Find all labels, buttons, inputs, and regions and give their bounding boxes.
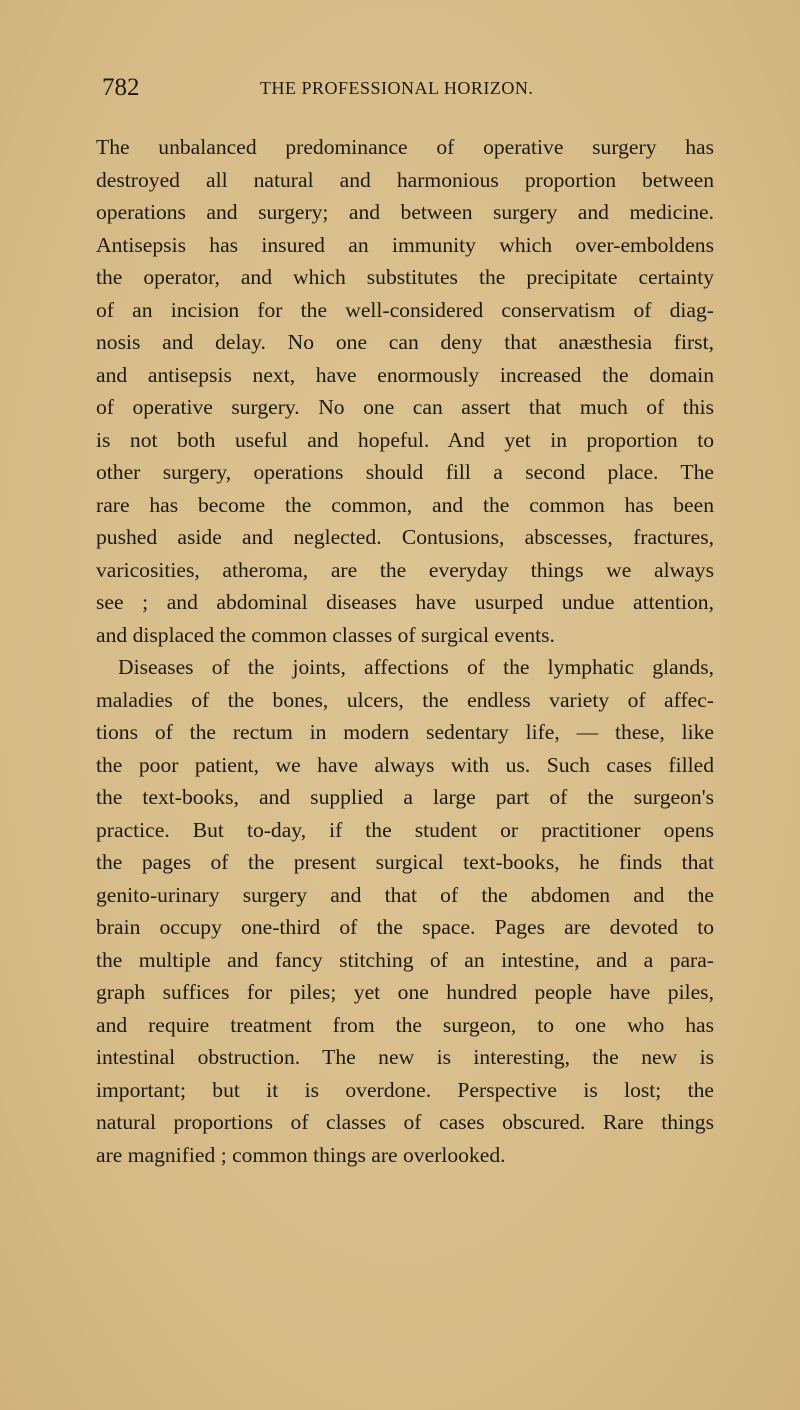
- text-line: tions of the rectum in modern sedentary life, — these, like: [96, 720, 714, 744]
- page-header: [100, 74, 720, 104]
- text-line: of an incision for the well-considered conservatism of diag-: [96, 297, 714, 322]
- text-line: operations and surgery; and between surgery and medicine.: [96, 200, 714, 224]
- text-line: practice. But to-day, if the student or practitioner opens: [96, 817, 714, 842]
- text-line: and require treatment from the surgeon, to one who has: [96, 1012, 714, 1037]
- page-body: [96, 131, 714, 1171]
- paragraph: [96, 131, 714, 651]
- text-line: the operator, and which substitutes the precipitate certainty: [96, 265, 714, 289]
- text-line: varicosities, atheroma, are the everyday things we always: [96, 557, 714, 582]
- text-line: genito-urinary surgery and that of the abdomen and the: [96, 882, 714, 907]
- text-line: other surgery, operations should fill a second place. The: [96, 460, 714, 484]
- text-line: and displaced the common classes of surgical events.: [96, 622, 555, 647]
- text-line: The unbalanced predominance of operative surgery has: [96, 135, 714, 159]
- text-line: rare has become the common, and the common has been: [96, 492, 714, 517]
- text-line: nosis and delay. No one can deny that anæsthesia first,: [96, 330, 714, 354]
- running-title: THE PROFESSIONAL HORIZON.: [260, 78, 534, 98]
- text-line: brain occupy one-third of the space. Pages are devoted to: [96, 915, 714, 939]
- text-line: graph suffices for piles; yet one hundred people have piles,: [96, 980, 714, 1004]
- text-line: of operative surgery. No one can assert that much of this: [96, 395, 714, 419]
- text-line: the multiple and fancy stitching of an intestine, and a para-: [96, 947, 714, 972]
- text-line: see ; and abdominal diseases have usurped undue attention,: [96, 590, 714, 614]
- text-line: is not both useful and hopeful. And yet in proportion to: [96, 427, 714, 452]
- text-line: are magnified ; common things are overlooked.: [96, 1142, 506, 1167]
- text-line: the pages of the present surgical text-books, he finds that: [96, 850, 714, 874]
- paragraph: [96, 651, 714, 1171]
- text-line: important; but it is overdone. Perspective is lost; the: [96, 1077, 714, 1102]
- page-number: 782: [102, 74, 140, 101]
- text-line: the poor patient, we have always with us. Such cases filled: [96, 752, 714, 777]
- text-line: intestinal obstruction. The new is interesting, the new is: [96, 1045, 714, 1069]
- text-line: natural proportions of classes of cases obscured. Rare things: [96, 1110, 714, 1134]
- text-line: Diseases of the joints, affections of the lymphatic glands,: [118, 655, 714, 679]
- text-line: the text-books, and supplied a large part of the surgeon's: [96, 785, 714, 809]
- text-line: destroyed all natural and harmonious proportion between: [96, 167, 714, 192]
- text-line: and antisepsis next, have enormously increased the domain: [96, 362, 714, 387]
- text-line: Antisepsis has insured an immunity which over-emboldens: [96, 232, 714, 257]
- text-line: maladies of the bones, ulcers, the endless variety of affec-: [96, 687, 714, 712]
- text-line: pushed aside and neglected. Contusions, abscesses, fractures,: [96, 525, 714, 549]
